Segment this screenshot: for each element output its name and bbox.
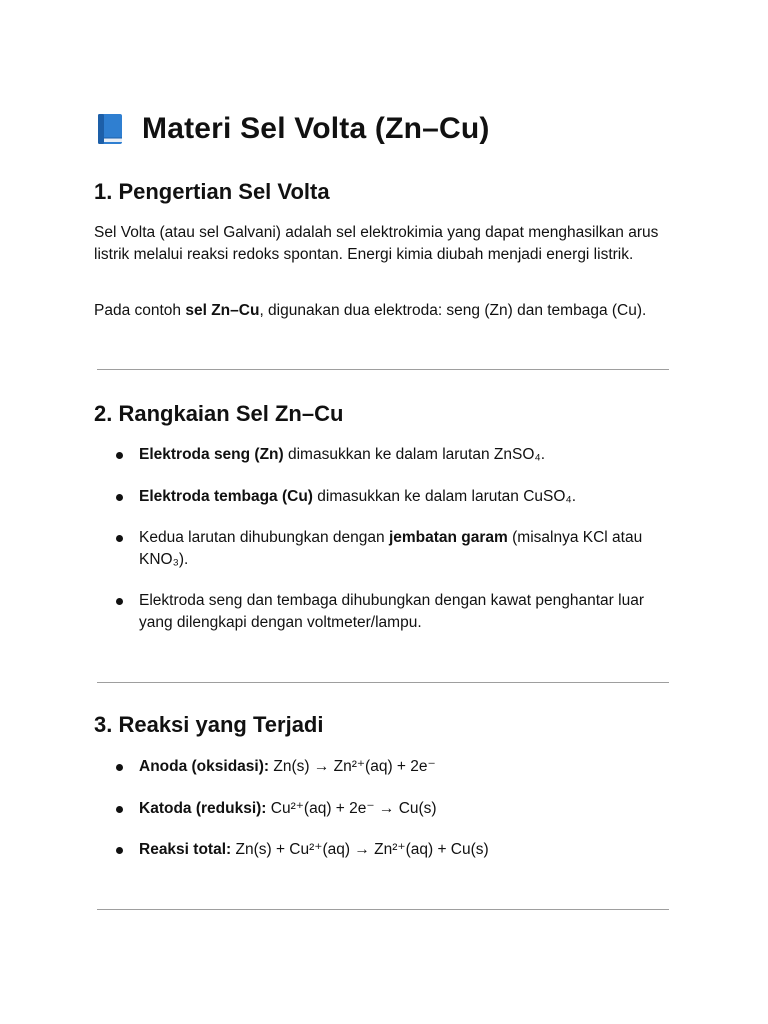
bullet-icon: [116, 598, 123, 605]
bullet-icon: [116, 806, 123, 813]
section-3-heading: 3. Reaksi yang Terjadi: [94, 712, 324, 737]
bullet-icon: [116, 494, 123, 501]
bullet-icon: [116, 535, 123, 542]
page-title: [94, 112, 490, 146]
section-2-heading: 2. Rangkaian Sel Zn–Cu: [94, 401, 344, 426]
divider-3: [97, 909, 669, 910]
section-1-heading: 1. Pengertian Sel Volta: [94, 179, 330, 204]
list-item: Elektroda seng (Zn) dimasukkan ke dalam larutan ZnSO₄.: [94, 444, 680, 466]
title-text: Materi Sel Volta (Zn–Cu): [142, 112, 490, 145]
bullet-icon: [116, 764, 123, 771]
section-2-list: [94, 444, 680, 633]
list-item: Elektroda tembaga (Cu) dimasukkan ke dalam larutan CuSO₄.: [94, 486, 680, 508]
divider-1: [97, 369, 669, 370]
list-item: Anoda (oksidasi): Zn(s) → Zn²⁺(aq) + 2e⁻: [94, 756, 680, 778]
list-item: Katoda (reduksi): Cu²⁺(aq) + 2e⁻ → Cu(s): [94, 798, 680, 820]
section-3-list: [94, 756, 680, 861]
list-item: Kedua larutan dihubungkan dengan jembatan garam (misalnya KCl atau KNO₃).: [94, 527, 680, 570]
divider-2: [97, 682, 669, 683]
blue-book-icon: [94, 112, 128, 146]
bullet-icon: [116, 452, 123, 459]
list-item: Elektroda seng dan tembaga dihubungkan dengan kawat penghantar luar yang dilengkapi dengan voltmeter/lampu.: [94, 590, 680, 633]
section-1-paragraph-1: Sel Volta (atau sel Galvani) adalah sel elektrokimia yang dapat menghasilkan arus listrik melalui reaksi redoks spontan. Energi kimia diubah menjadi energi listrik.: [94, 224, 659, 263]
bullet-icon: [116, 847, 123, 854]
section-1-paragraph-2: Pada contoh sel Zn–Cu, digunakan dua elektroda: seng (Zn) dan tembaga (Cu).: [94, 302, 647, 319]
list-item: Reaksi total: Zn(s) + Cu²⁺(aq) → Zn²⁺(aq) + Cu(s): [94, 839, 680, 861]
